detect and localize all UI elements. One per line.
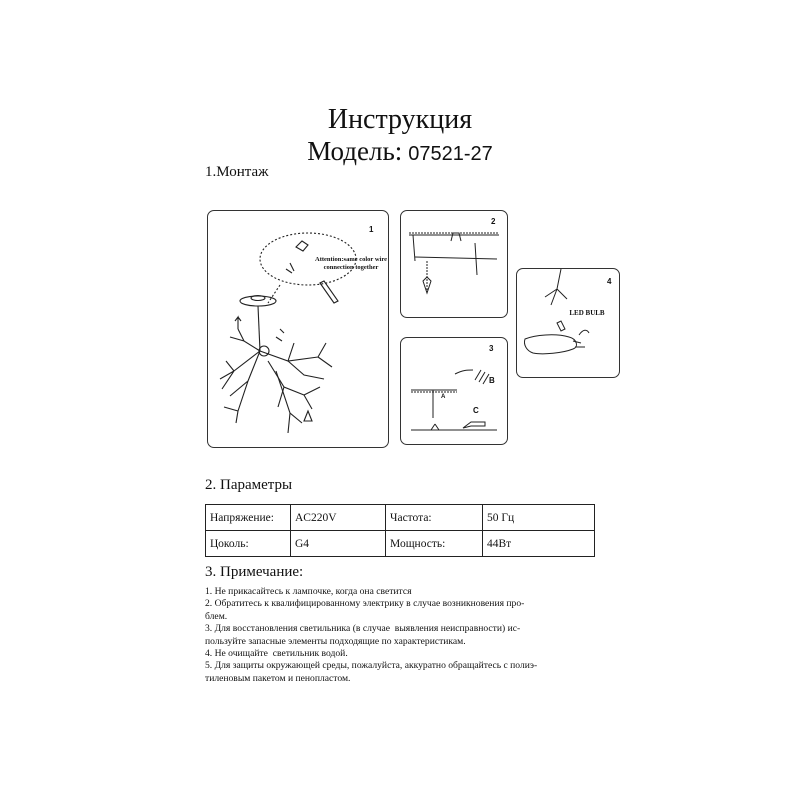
table-cell: Напряжение: — [206, 505, 291, 531]
parameters-table — [205, 504, 595, 557]
table-cell: Мощность: — [386, 531, 483, 557]
wiring-connection-illustration — [401, 338, 507, 444]
note-line: 2. Обратитесь к квалифицированному электрику в случае возникновения про- — [205, 598, 525, 610]
notes-list — [205, 586, 605, 685]
table-cell: G4 — [291, 531, 386, 557]
section-parameters-heading: 2. Параметры — [205, 477, 293, 493]
bulb-installation-illustration — [517, 269, 619, 377]
section-notes-heading: 3. Примечание: — [205, 564, 304, 580]
table-row — [206, 505, 595, 531]
note-line: блем. — [205, 610, 228, 622]
panel-4-bulb-label: LED BULB — [569, 309, 605, 317]
panel-1-note — [312, 256, 390, 272]
document-title: Инструкция — [327, 104, 473, 135]
model-label: Модель: — [307, 136, 403, 166]
diagram-panel-1 — [207, 210, 389, 448]
ceiling-mount-illustration — [401, 211, 507, 317]
panel-3-label-a: A — [441, 394, 446, 400]
chandelier-assembly-illustration — [208, 211, 388, 447]
panel-1-note-line-2: connection together — [323, 264, 379, 271]
panel-3-label-b: B — [489, 376, 495, 385]
panel-1-number: 1 — [369, 225, 374, 234]
diagram-panel-2 — [400, 210, 508, 318]
panel-2-number: 2 — [491, 217, 496, 226]
panel-3-label-c: C — [473, 406, 479, 415]
panel-3-number: 3 — [489, 344, 494, 353]
section-mounting-heading: 1.Монтаж — [205, 164, 269, 180]
note-line: 1. Не прикасайтесь к лампочке, когда она светится — [205, 586, 412, 597]
table-cell: Цоколь: — [206, 531, 291, 557]
note-line: 5. Для защиты окружающей среды, пожалуйста, аккуратно обращайтесь с полиэ- — [205, 660, 538, 672]
diagram-panel-4 — [516, 268, 620, 378]
panel-4-number: 4 — [607, 277, 612, 286]
table-cell: 50 Гц — [483, 505, 595, 531]
note-line: 4. Не очищайте светильник водой. — [205, 648, 348, 660]
table-cell: 44Вт — [483, 531, 595, 557]
model-number: 07521-27 — [408, 143, 493, 165]
diagram-panel-3 — [400, 337, 508, 445]
note-line: пользуйте запасные элементы подходящие по характеристикам. — [205, 635, 466, 647]
panel-1-note-line-1: Attention:same color wire — [315, 256, 387, 263]
table-row — [206, 531, 595, 557]
table-cell: AC220V — [291, 505, 386, 531]
note-line: тиленовым пакетом и пенопластом. — [205, 672, 351, 684]
table-cell: Частота: — [386, 505, 483, 531]
note-line: 3. Для восстановления светильника (в случае выявления неисправности) ис- — [205, 623, 521, 635]
model-line — [0, 136, 800, 167]
